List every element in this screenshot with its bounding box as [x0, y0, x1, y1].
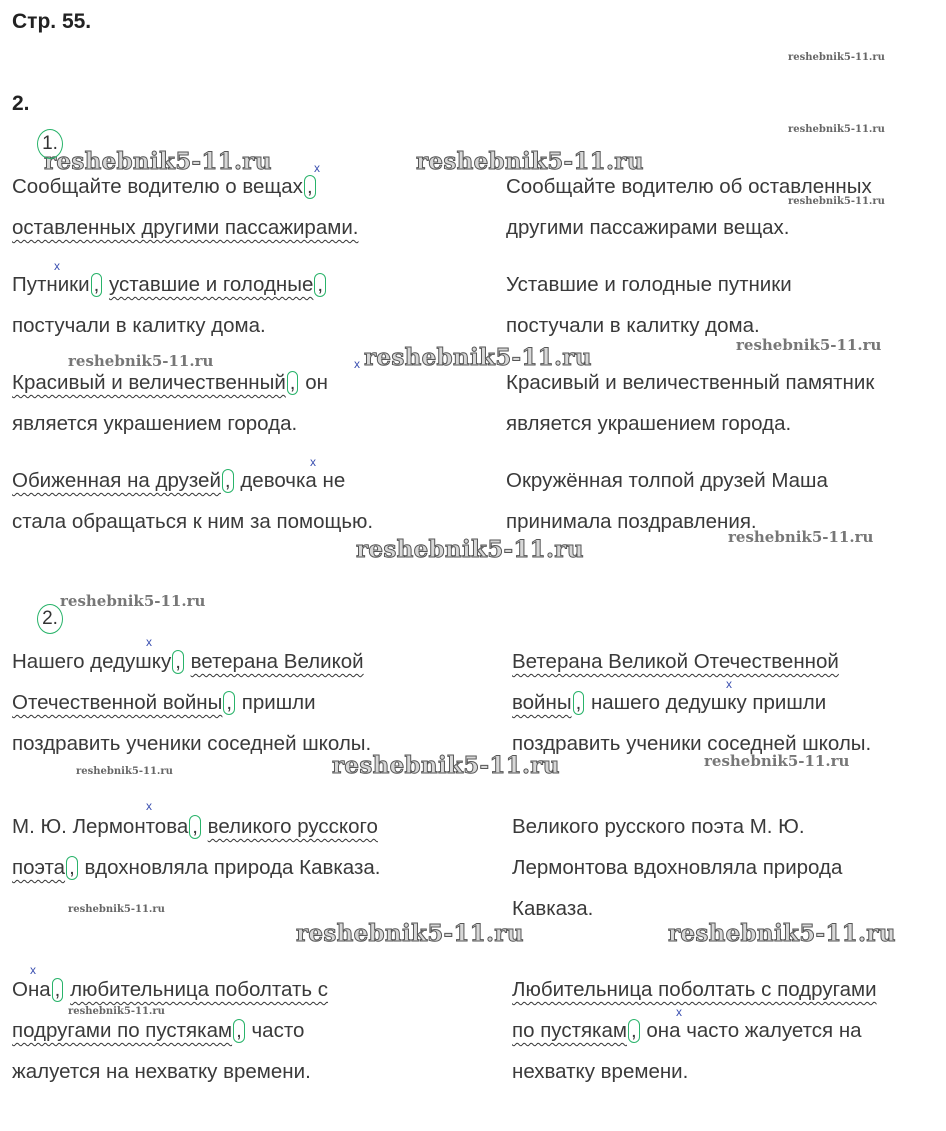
sentence-line — [12, 650, 364, 674]
text-segment: любительница поболтать с — [70, 978, 329, 1001]
watermark: reshebnik5-11.ru — [356, 536, 584, 563]
watermark: reshebnik5-11.ru — [788, 196, 885, 207]
text-segment: Обиженная на друзей — [12, 469, 221, 492]
sentence-line — [512, 1019, 862, 1043]
sentence-line: постучали в калитку дома. — [506, 314, 760, 337]
cross-mark: x — [146, 799, 152, 813]
sentence-line — [12, 691, 316, 715]
circled-comma: , — [172, 650, 184, 674]
text-segment: Красивый и величественный — [12, 371, 286, 394]
sentence-line — [12, 815, 378, 839]
circled-comma: , — [573, 691, 585, 715]
sentence-line: Любительница поболтать с подругами — [512, 978, 877, 1001]
text-segment: Сообщайте водителю о вещах — [12, 175, 303, 198]
sentence-line: постучали в калитку дома. — [12, 314, 266, 337]
sentence-line: поздравить ученики соседней школы. — [12, 732, 372, 755]
circled-comma: , — [91, 273, 103, 297]
sentence-line — [12, 856, 380, 880]
sentence-line: принимала поздравления. — [506, 510, 757, 533]
watermark: reshebnik5-11.ru — [788, 124, 885, 135]
watermark: reshebnik5-11.ru — [668, 920, 896, 947]
text-segment: он — [305, 371, 328, 394]
sentence-line: является украшением города. — [12, 412, 298, 435]
watermark: reshebnik5-11.ru — [788, 52, 885, 63]
watermark: reshebnik5-11.ru — [736, 336, 882, 354]
circled-comma: , — [223, 691, 235, 715]
section-number: 2. — [37, 604, 63, 634]
text-segment: пришли — [241, 691, 316, 714]
section-number: 1. — [37, 129, 63, 159]
watermark: reshebnik5-11.ru — [332, 752, 560, 779]
task-number: 2. — [12, 92, 30, 115]
watermark: reshebnik5-11.ru — [68, 1006, 165, 1017]
sentence-line: Сообщайте водителю об оставленных — [506, 175, 872, 198]
watermark: reshebnik5-11.ru — [68, 352, 214, 370]
page-title: Стр. 55. — [12, 10, 92, 33]
text-segment: она часто жалуется на — [646, 1019, 862, 1042]
circled-comma: , — [304, 175, 316, 199]
sentence-line: оставленных другими пассажирами. — [12, 216, 359, 239]
sentence-line — [12, 978, 328, 1002]
text-segment: великого русского — [207, 815, 378, 838]
sentence-line — [12, 175, 317, 199]
text-segment: девочка не — [240, 469, 346, 492]
sentence-line: нехватку времени. — [512, 1060, 689, 1083]
text-segment: Она — [12, 978, 51, 1001]
circled-comma: , — [314, 273, 326, 297]
text-segment: часто — [251, 1019, 305, 1042]
sentence-line: Окружённая толпой друзей Маша — [506, 469, 828, 492]
sentence-line: Кавказа. — [512, 897, 594, 920]
circled-comma: , — [66, 856, 78, 880]
text-segment: войны — [512, 691, 572, 714]
watermark: reshebnik5-11.ru — [76, 766, 173, 777]
cross-mark: x — [354, 357, 360, 371]
sentence-line: является украшением города. — [506, 412, 792, 435]
sentence-line: Красивый и величественный памятник — [506, 371, 875, 394]
sentence-line — [12, 371, 328, 395]
circled-comma: , — [287, 371, 299, 395]
text-segment: Нашего дедушку — [12, 650, 172, 673]
sentence-line: жалуется на нехватку времени. — [12, 1060, 311, 1083]
sentence-line: Ветерана Великой Отечественной — [512, 650, 839, 673]
text-segment: по пустякам — [512, 1019, 627, 1042]
sentence-line — [12, 273, 327, 297]
sentence-line — [12, 1019, 304, 1043]
sentence-line: стала обращаться к ним за помощью. — [12, 510, 374, 533]
circled-comma: , — [189, 815, 201, 839]
text-segment: вдохновляла природа Кавказа. — [84, 856, 381, 879]
sentence-line: поздравить ученики соседней школы. — [512, 732, 872, 755]
sentence-line: Великого русского поэта М. Ю. — [512, 815, 805, 838]
watermark: reshebnik5-11.ru — [296, 920, 524, 947]
cross-mark: x — [310, 455, 316, 469]
cross-mark: x — [726, 677, 732, 691]
cross-mark: x — [146, 635, 152, 649]
text-segment: М. Ю. Лермонтова — [12, 815, 189, 838]
watermark: reshebnik5-11.ru — [60, 592, 206, 610]
text-segment: ветерана Великой — [190, 650, 364, 673]
cross-mark: x — [314, 161, 320, 175]
watermark: reshebnik5-11.ru — [416, 148, 644, 175]
sentence-line — [512, 691, 826, 715]
sentence-line: другими пассажирами вещах. — [506, 216, 790, 239]
text-segment: Отечественной войны — [12, 691, 223, 714]
text-segment: поэта — [12, 856, 66, 879]
watermark: reshebnik5-11.ru — [364, 344, 592, 371]
cross-mark: x — [54, 259, 60, 273]
text-segment: Путники — [12, 273, 90, 296]
watermark: reshebnik5-11.ru — [704, 752, 850, 770]
sentence-line: Уставшие и голодные путники — [506, 273, 792, 296]
circled-comma: , — [52, 978, 64, 1002]
watermark: reshebnik5-11.ru — [44, 148, 272, 175]
watermark: reshebnik5-11.ru — [68, 904, 165, 915]
sentence-line: Лермонтова вдохновляла природа — [512, 856, 843, 879]
circled-comma: , — [222, 469, 234, 493]
text-segment: уставшие и голодные — [108, 273, 314, 296]
text-segment: подругами по пустякам — [12, 1019, 233, 1042]
cross-mark: x — [676, 1005, 682, 1019]
circled-comma: , — [628, 1019, 640, 1043]
watermark: reshebnik5-11.ru — [728, 528, 874, 546]
circled-comma: , — [233, 1019, 245, 1043]
text-segment: нашего дедушку пришли — [590, 691, 827, 714]
cross-mark: x — [30, 963, 36, 977]
sentence-line — [12, 469, 345, 493]
